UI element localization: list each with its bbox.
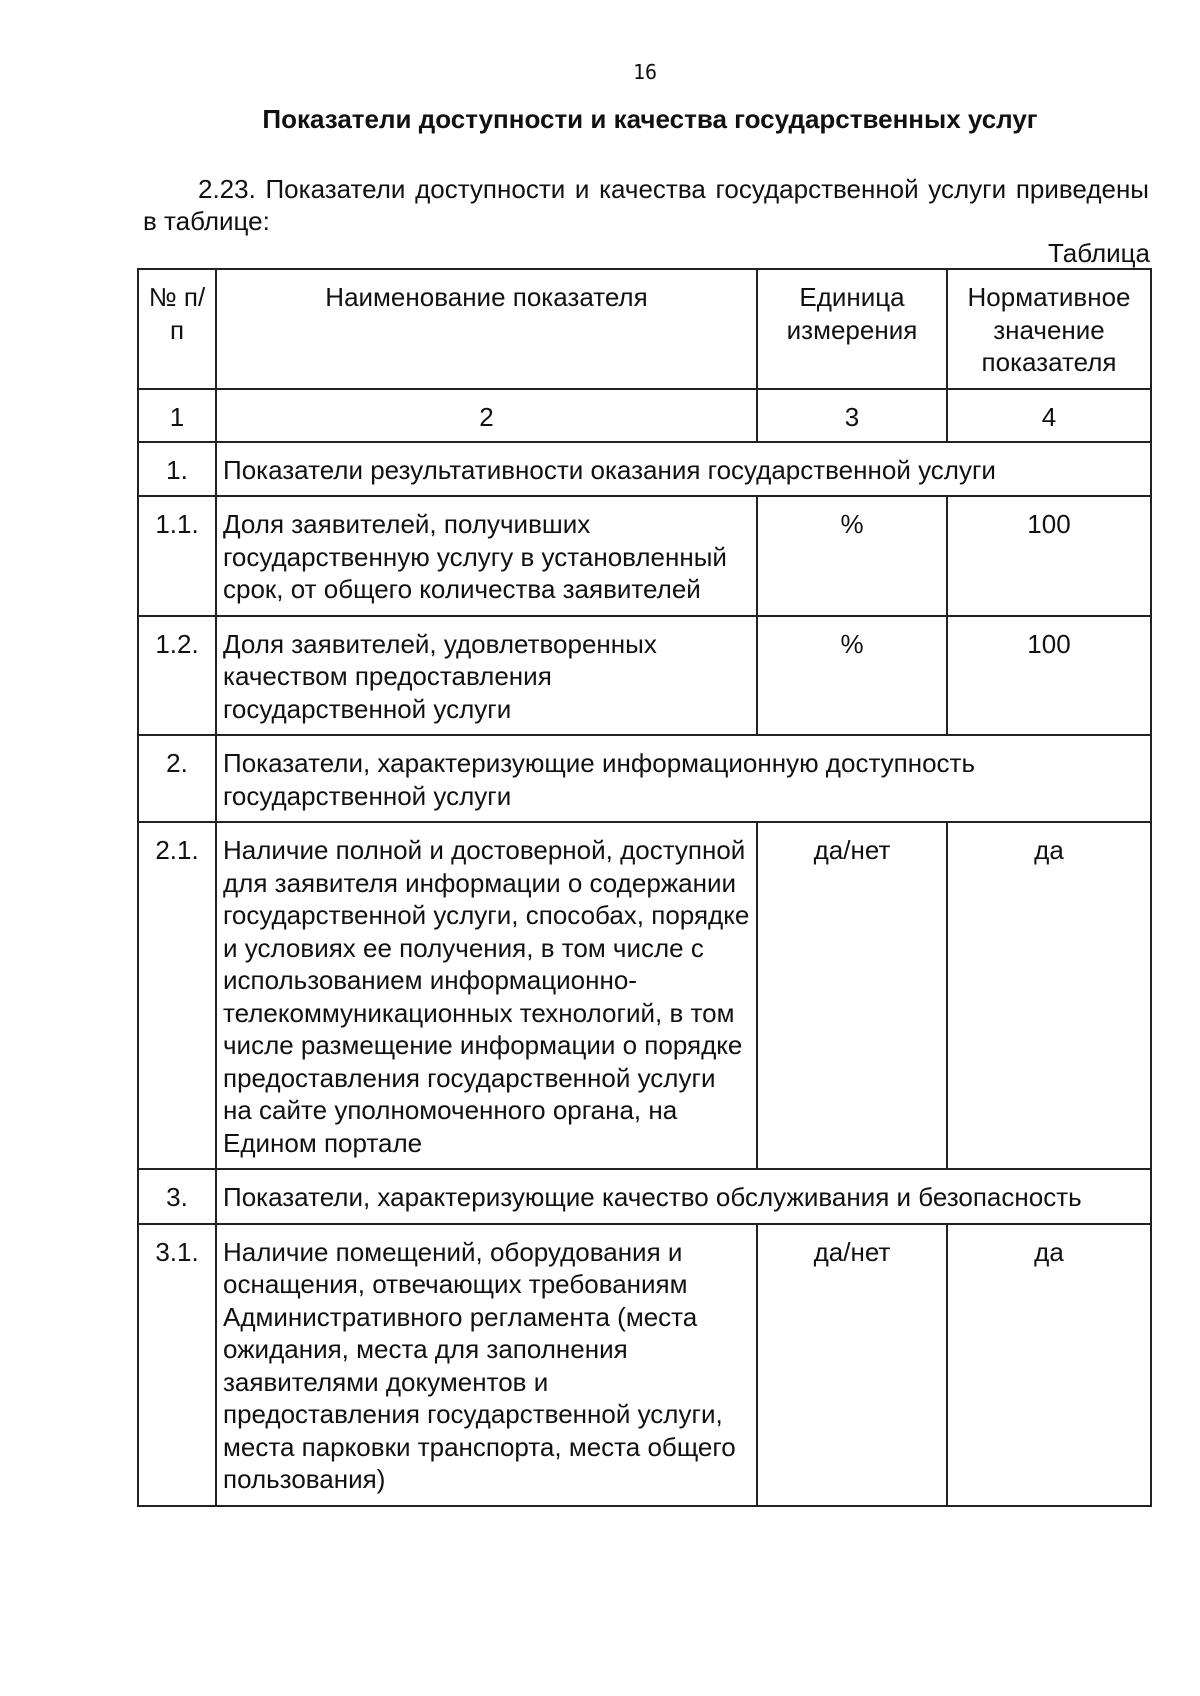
section-title: Показатели, характеризующие информационную доступность государственной услуги [216,735,1151,822]
indicator-norm: да [947,1224,1151,1506]
section-title: Показатели результативности оказания государственной услуги [216,442,1151,497]
row-number: 1.1. [138,496,216,616]
column-number: 4 [947,389,1151,442]
section-row [138,735,1151,822]
header-norm: Нормативное значение показателя [947,269,1151,389]
header-num: № п/п [138,269,216,389]
column-number: 1 [138,389,216,442]
page-number: 16 [632,60,658,84]
indicator-unit: % [757,616,947,736]
table-header-row [138,269,1151,389]
indicator-name: Наличие помещений, оборудования и оснащения, отвечающих требованиям Административного регламента (места ожидания, места для заполнения заявителями документов и предоставления государственной услуги, места парковки транспорта, места общего пользования) [216,1224,757,1506]
column-number-row [138,389,1151,442]
column-number: 2 [216,389,757,442]
row-number: 3. [138,1169,216,1224]
row-number: 2. [138,735,216,822]
row-number: 1.2. [138,616,216,736]
indicator-norm: да [947,822,1151,1169]
indicator-unit: да/нет [757,1224,947,1506]
indicator-norm: 100 [947,496,1151,616]
intro-paragraph: 2.23. Показатели доступности и качества государственной услуги приведены в таблице: [143,174,1149,236]
table-caption: Таблица [1048,238,1150,268]
section-title: Показатели, характеризующие качество обслуживания и безопасность [216,1169,1151,1224]
row-number: 3.1. [138,1224,216,1506]
indicator-name: Доля заявителей, получивших государственную услугу в установленный срок, от общего количества заявителей [216,496,757,616]
indicator-unit: да/нет [757,822,947,1169]
table-row [138,496,1151,616]
section-row [138,1169,1151,1224]
indicator-norm: 100 [947,616,1151,736]
document-title: Показатели доступности и качества государственных услуг [262,104,1038,134]
column-number: 3 [757,389,947,442]
header-name: Наименование показателя [216,269,757,389]
row-number: 2.1. [138,822,216,1169]
table-row [138,616,1151,736]
table-row [138,822,1151,1169]
indicator-name: Доля заявителей, удовлетворенных качеством предоставления государственной услуги [216,616,757,736]
header-unit: Единица измерения [757,269,947,389]
indicator-unit: % [757,496,947,616]
table-row [138,1224,1151,1506]
row-number: 1. [138,442,216,497]
section-row [138,442,1151,497]
indicators-table [137,268,1152,1507]
indicator-name: Наличие полной и достоверной, доступной для заявителя информации о содержании государственной услуги, способах, порядке и условиях ее получения, в том числе с использованием информационно-телекоммуникационных технологий, в том числе размещение информации о порядке предоставления государственной услуги на сайте уполномоченного органа, на Едином портале [216,822,757,1169]
